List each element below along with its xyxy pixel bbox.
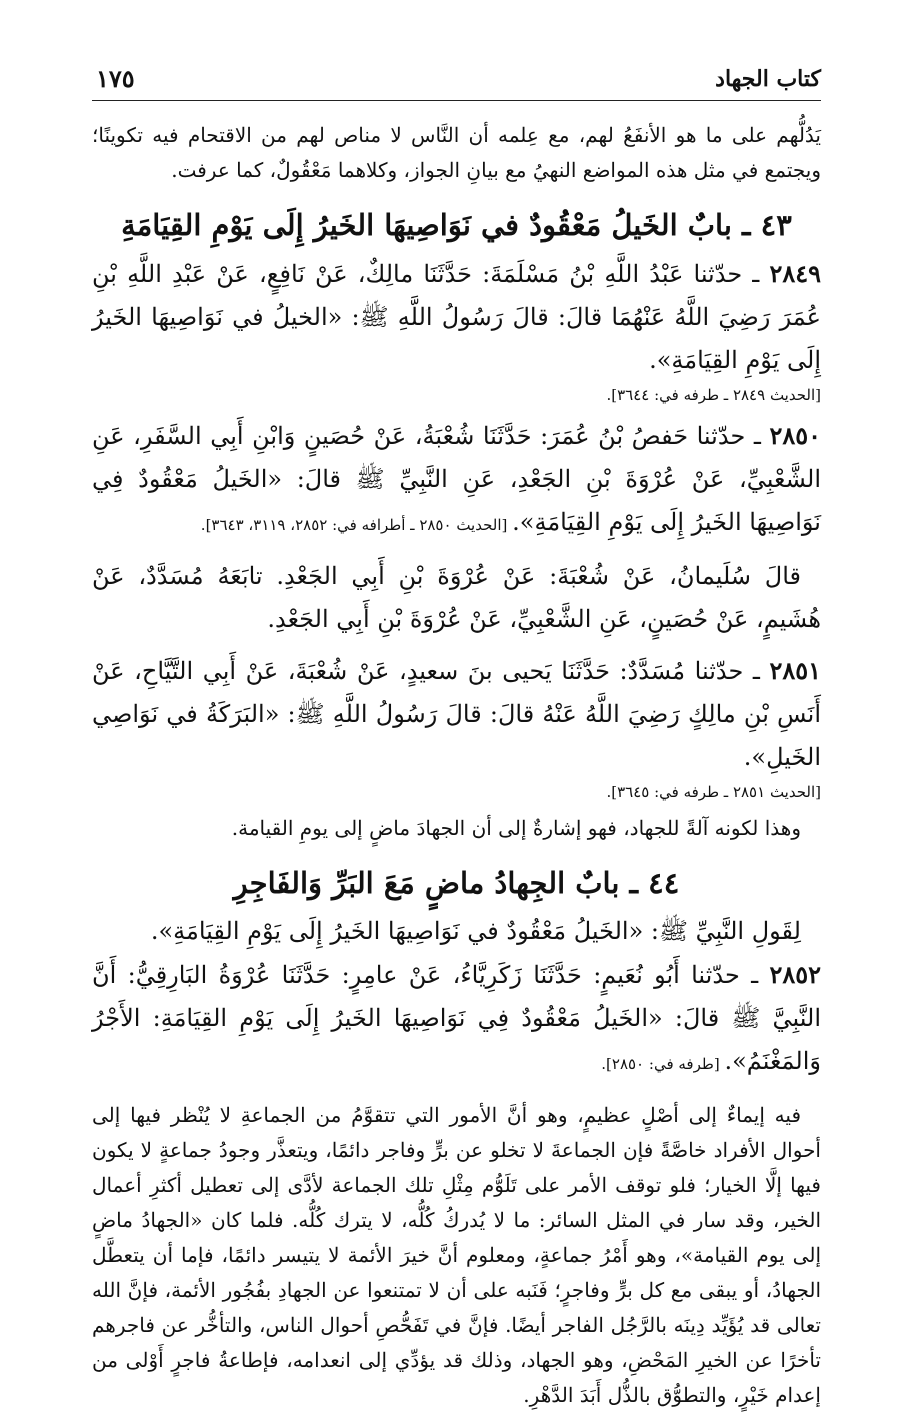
page-content [92,118,821,1413]
chapter-43-comment: وهذا لكونه آلةً للجهاد، فهو إشارةٌ إلى أن الجهادَ ماضٍ إلى يومِ القيامة. [231,816,801,840]
hadith-2851 [92,649,821,779]
hadith-number: ٢٨٥٢ [769,960,821,989]
hadith-text: ـ حدّثنا مُسَدَّدٌ: حَدَّثَنَا يَحيى بنَ سعيدٍ، عَنْ شُعْبَةَ، عَنْ أَبِي التَّيَّاحِ، عَنْ أَنَسِ بْنِ مالِكٍ رَضِيَ اللَّهُ عَنْهُ قالَ: قالَ رَسُولُ اللَّهِ ﷺ: «البَرَكَةُ في نَوَاصِي الخَيلِ». [92,657,821,771]
chapter-44-subheading: لِقَولِ النَّبِيِّ ﷺ: «الخَيلُ مَعْقُودٌ في نَوَاصِيهَا الخَيرُ إِلَى يَوْمِ القِيَامَةِ». [150,917,801,945]
hadith-2852 [92,953,821,1086]
hadith-reference: [الحديث ٢٨٥٠ ـ أطرافه في: ٢٨٥٢، ٣١١٩، ٣٦٤٣]. [200,516,513,534]
hadith-number: ٢٨٥٠ [769,421,821,450]
hadith-text: ـ حدّثنا عَبْدُ اللَّهِ بْنُ مَسْلَمَةَ: حَدَّثَنَا مالِكٌ، عَنْ نَافِعٍ، عَنْ عَبْدِ اللَّهِ بْنِ عُمَرَ رَضِيَ اللَّهُ عَنْهُمَا قالَ: قالَ رَسُولُ اللَّهِ ﷺ: «الخيلُ في نَوَاصِيهَا الخَيرُ إِلَى يَوْمِ القِيَامَةِ». [92,260,821,374]
hadith-text: ـ حدّثنا حَفصُ بْنُ عُمَرَ: حَدَّثَنَا شُعْبَةُ، عَنْ حُصَينٍ وَابْنِ أَبِي السَّفَرِ، عَنِ الشَّعْبِيِّ، عَنْ عُرْوَةَ بْنِ الجَعْدِ، عَنِ النَّبِيِّ ﷺ قالَ: «الخَيلُ مَعْقُودٌ فِي نَوَاصِيهَا الخَيرُ إِلَى يَوْمِ القِيَامَةِ». [92,422,822,536]
intro-paragraph: يَدُلُّهم على ما هو الأنفَعُ لهم، مع عِلمه أن النَّاس لا مناص لهم من الاقتحام فيه تكوينًا؛ ويجتمع في مثل هذه المواضع النهيُ مع بيانِ الجواز، وكلاهما مَعْقُولٌ، كما عرفت. [92,123,821,182]
book-title: كتاب الجهاد [715,66,821,92]
hadith-text: ـ حدّثنا أَبُو نُعَيمٍ: حَدَّثَنَا زَكَرِيَّاءُ، عَنْ عامِرٍ: حَدَّثَنَا عُرْوَةُ البَارِقِيُّ: أَنَّ النَّبِيَّ ﷺ قالَ: «الخَيلُ مَعْقُودٌ فِي نَوَاصِيهَا الخَيرُ إِلَى يَوْمِ القِيَامَةِ: الأَجْرُ وَالمَغْنَمُ». [92,961,822,1075]
hadith-number: ٢٨٥١ [769,656,822,685]
page-number: ١٧٥ [96,64,135,93]
hadith-number: ٢٨٤٩ [769,259,821,288]
page-header [92,60,821,101]
hadith-reference: [الحديث ٢٨٥١ ـ طرفه في: ٣٦٤٥]. [606,783,821,801]
chapter-heading-43: ٤٣ ـ بابٌ الخَيلُ مَعْقُودٌ في نَوَاصِيهَا الخَيرُ إِلَى يَوْمِ القِيَامَةِ [121,208,792,242]
hadith-reference: [طرفه في: ٢٨٥٠]. [601,1055,725,1073]
hadith-2850 [92,414,821,547]
hadith-2849 [92,252,821,382]
chapter-heading-44: ٤٤ ـ بابٌ الجِهادُ ماضٍ مَعَ البَرِّ وَالفَاجِرِ [233,866,680,900]
chapter-44-commentary: فيه إيماءٌ إلى أصْلٍ عظيمٍ، وهو أنَّ الأمور التي تتقوَّمُ من الجماعةِ لا يُنْظر فيها إلى أحوال الأفراد خاصَّةً فإن الجماعةَ لا تخلو عن برٍّ وفاجر دائمًا، ويتعذَّر وجودُ جماعةٍ لا يكون فيها إلَّا الخيار؛ فلو توقف الأمر على تَلَوُّم مِثْلِ تلك الجماعة لأدَّى إلى تعطيل أكثرِ أعمال الخير، وقد سار في المثل السائر: ما لا يُدركُ كُلُّه، لا يترك كُلُّه. فلما كان «الجهادُ ماضٍ إلى يوم القيامة»، وهو أَمْرُ جماعةٍ، ومعلوم أنَّ خيرَ الأئمة لا يتيسر دائمًا، فإما أن يتعطَّل الجهادُ، أو يبقى مع كل برٍّ وفاجرٍ؛ فَنَبه على أن لا تمتنعوا عن الجهادِ بفُجُور الأئمة، فإنَّ الله تعالى قد يُؤَيِّد دِينَه بالرَّجُل الفاجر أيضًا. فإنَّ في تَفَحُّصِ أحوال الناس، والتأخُّر عن فاجرهم تأخرًا عن الخيرِ المَحْضِ، وهو الجهاد، وذلك قد يؤدِّي إلى انعدامه، فإطاعةُ فاجرٍ أَوْلى من إعدام خَيْرٍ، والتطوُّق بالذُّل أَبَدَ الدَّهْرِ. [92,1103,821,1407]
hadith-reference: [الحديث ٢٨٤٩ ـ طرفه في: ٣٦٤٤]. [606,386,821,404]
hadith-note-2850: قالَ سُلَيمانُ، عَنْ شُعْبَةَ: عَنْ عُرْوَةَ بْنِ أَبِي الجَعْدِ. تابَعَهُ مُسَدَّدٌ، عَنْ هُشَيمٍ، عَنْ حُصَينٍ، عَنِ الشَّعْبِيِّ، عَنْ عُرْوَةَ بْنِ أَبِي الجَعْدِ. [92,562,821,633]
